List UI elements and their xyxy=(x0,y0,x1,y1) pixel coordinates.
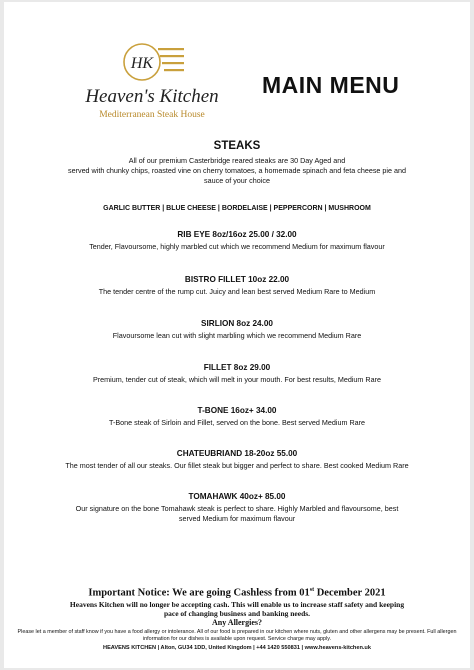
item-name: TOMAHAWK 40oz+ 85.00 xyxy=(188,492,286,501)
allergy-body: Please let a member of staff know if you have a food allergy or intolerance. All of our food is prepared in our kitchen where nuts, gluten and other allergens may be present. Full allergen information for our dishes is available upon request. Service charge may apply. xyxy=(17,628,457,642)
menu-item xyxy=(4,405,470,428)
item-name: CHATEUBRIAND 18-20oz 55.00 xyxy=(176,449,298,458)
item-description: T-Bone steak of Sirloin and Fillet, served on the bone. Best served Medium Rare xyxy=(108,418,366,427)
item-description: The tender centre of the rump cut. Juicy and lean best served Medium Rare to Medium xyxy=(98,287,376,296)
menu-page xyxy=(4,2,470,668)
section-intro xyxy=(10,156,464,186)
menu-item xyxy=(4,229,470,252)
item-description: The most tender of all our steaks. Our fillet steak but bigger and perfect to share. Best cooked Medium Rare xyxy=(65,461,409,470)
intro-line: served with chunky chips, roasted vine on cherry tomatoes, a homemade spinach and feta cheese pie and sauce of your choice xyxy=(67,166,406,185)
intro-line: All of our premium Casterbridge reared steaks are 30 Day Aged and xyxy=(128,156,346,165)
monogram-emblem-icon xyxy=(118,42,186,86)
monogram-text: HK xyxy=(130,55,154,72)
page-title: MAIN MENU xyxy=(262,72,400,98)
brand-tagline: Mediterranean Steak House xyxy=(99,110,205,120)
menu-item xyxy=(4,362,470,385)
section-title: STEAKS xyxy=(213,140,261,152)
item-name: FILLET 8oz 29.00 xyxy=(203,363,271,372)
notice-title: Important Notice: We are going Cashless from 01st December 2021 xyxy=(88,587,386,599)
allergy-title: Any Allergies? xyxy=(212,617,262,627)
steaks-section xyxy=(4,138,470,214)
footer-contact: HEAVENS KITCHEN | Alton, GU34 1DD, United Kingdom | +44 1420 550831 | www.heavens-kitchen.uk xyxy=(103,644,371,651)
item-name: T-BONE 16oz+ 34.00 xyxy=(197,406,277,415)
item-description: Tender, Flavoursome, highly marbled cut which we recommend Medium for maximum flavour xyxy=(89,242,385,251)
notice-body: Heavens Kitchen will no longer be accepting cash. This will enable us to increase staff safety and keeping pace of changing business and banking needs. xyxy=(69,599,405,618)
item-name: SIRLION 8oz 24.00 xyxy=(201,319,273,328)
brand-logo xyxy=(72,42,232,132)
item-description: Flavoursome lean cut with slight marbling which we recommend Medium Rare xyxy=(112,331,362,340)
menu-item xyxy=(4,274,470,297)
menu-item xyxy=(4,318,470,341)
brand-name: Heaven's Kitchen xyxy=(85,86,219,107)
item-description: Our signature on the bone Tomahawk steak is perfect to share. Highly Marbled and flavoursome, best served Medium for maximum flavour xyxy=(75,504,399,523)
cashless-notice xyxy=(4,584,470,652)
sauce-options: GARLIC BUTTER | BLUE CHEESE | BORDELAISE | PEPPERCORN | MUSHROOM xyxy=(103,205,371,212)
menu-item xyxy=(4,448,470,471)
menu-item xyxy=(4,491,470,524)
item-description: Premium, tender cut of steak, which will melt in your mouth. For best results, Medium Rare xyxy=(92,375,381,384)
item-name: RIB EYE 8oz/16oz 25.00 / 32.00 xyxy=(177,230,297,239)
item-name: BISTRO FILLET 10oz 22.00 xyxy=(184,275,290,284)
